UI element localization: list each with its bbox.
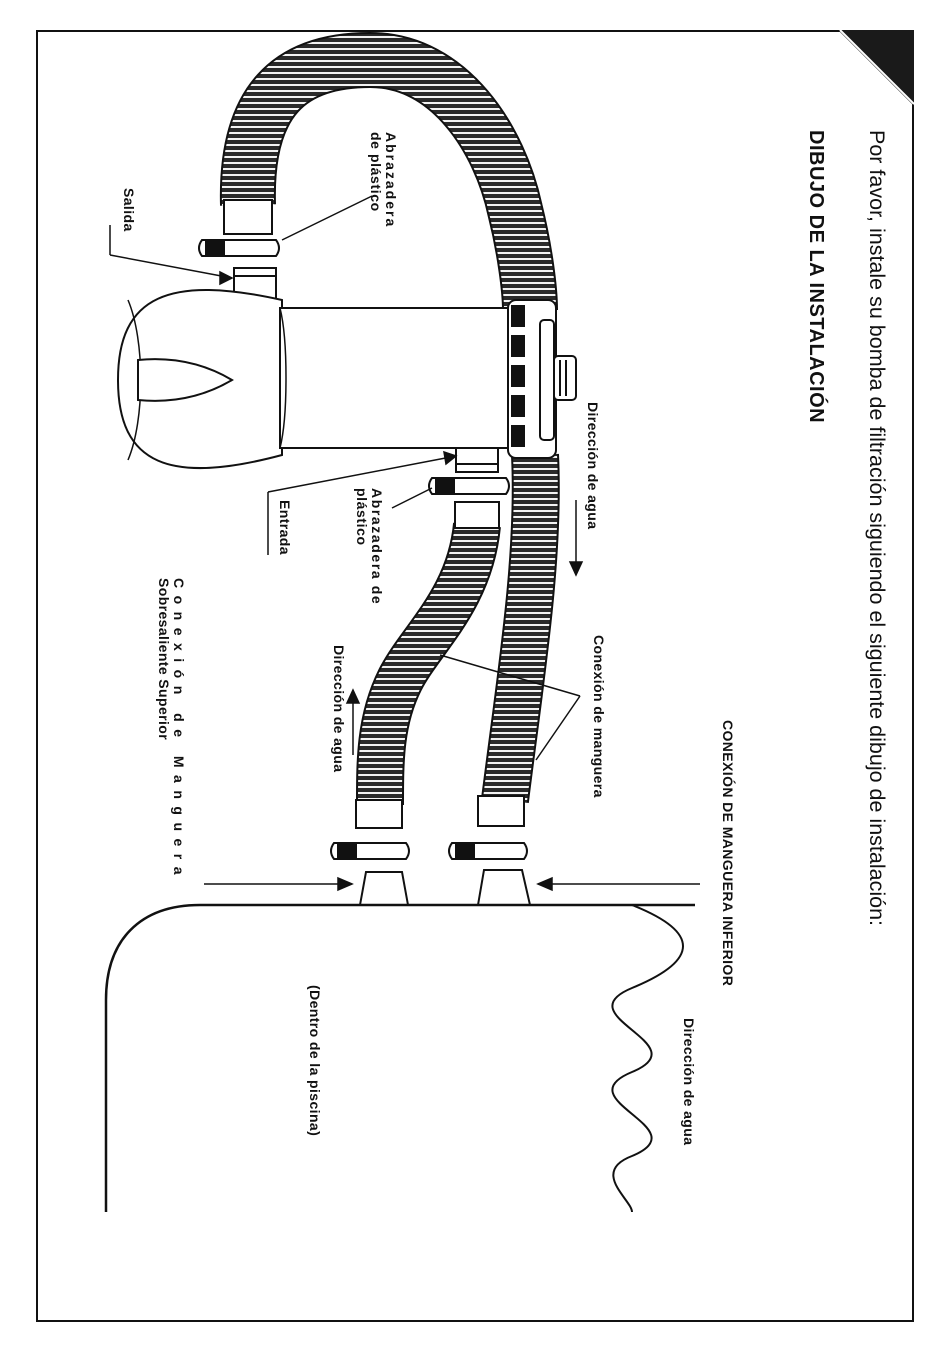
label-lower-connection: CONEXIÓN DE MANGUERA INFERIOR: [720, 720, 736, 987]
page-corner-mark: [838, 30, 914, 106]
pool-connectors: [360, 870, 530, 905]
label-water-direction-top: Dirección de agua: [585, 402, 601, 530]
filter-end-cap: [508, 300, 576, 458]
label-inside-pool: (Dentro de la piscina): [307, 985, 323, 1137]
label-water-direction-pool: Dirección de agua: [681, 1018, 697, 1146]
label-water-direction-mid: Dirección de agua: [331, 645, 347, 773]
pump-cylinder: [280, 308, 512, 448]
clamp-pool-right: [449, 843, 527, 859]
instruction-text: Por favor, instale su bomba de filtración siguiendo el siguiente dibujo de instalación:: [865, 130, 889, 926]
label-inlet: Entrada: [277, 500, 293, 555]
clamp-mid: [429, 478, 509, 494]
clamp-top: [199, 240, 279, 256]
label-clamp-mid: Abrazadera de plástico: [354, 488, 385, 606]
pool-wall: [106, 905, 695, 1212]
page-title: DIBUJO DE LA INSTALACIÓN: [805, 130, 827, 424]
label-upper-connection: Conexión de Manguera Sobresaliente Superior: [156, 578, 187, 883]
label-hose-connection: Conexión de manguera: [591, 635, 607, 798]
label-clamp-top: Abrazadera de plástico: [368, 132, 399, 229]
pool-water-wave: [612, 905, 683, 1212]
clamp-pool-left: [331, 843, 409, 859]
label-outlet: Salida: [121, 188, 137, 232]
